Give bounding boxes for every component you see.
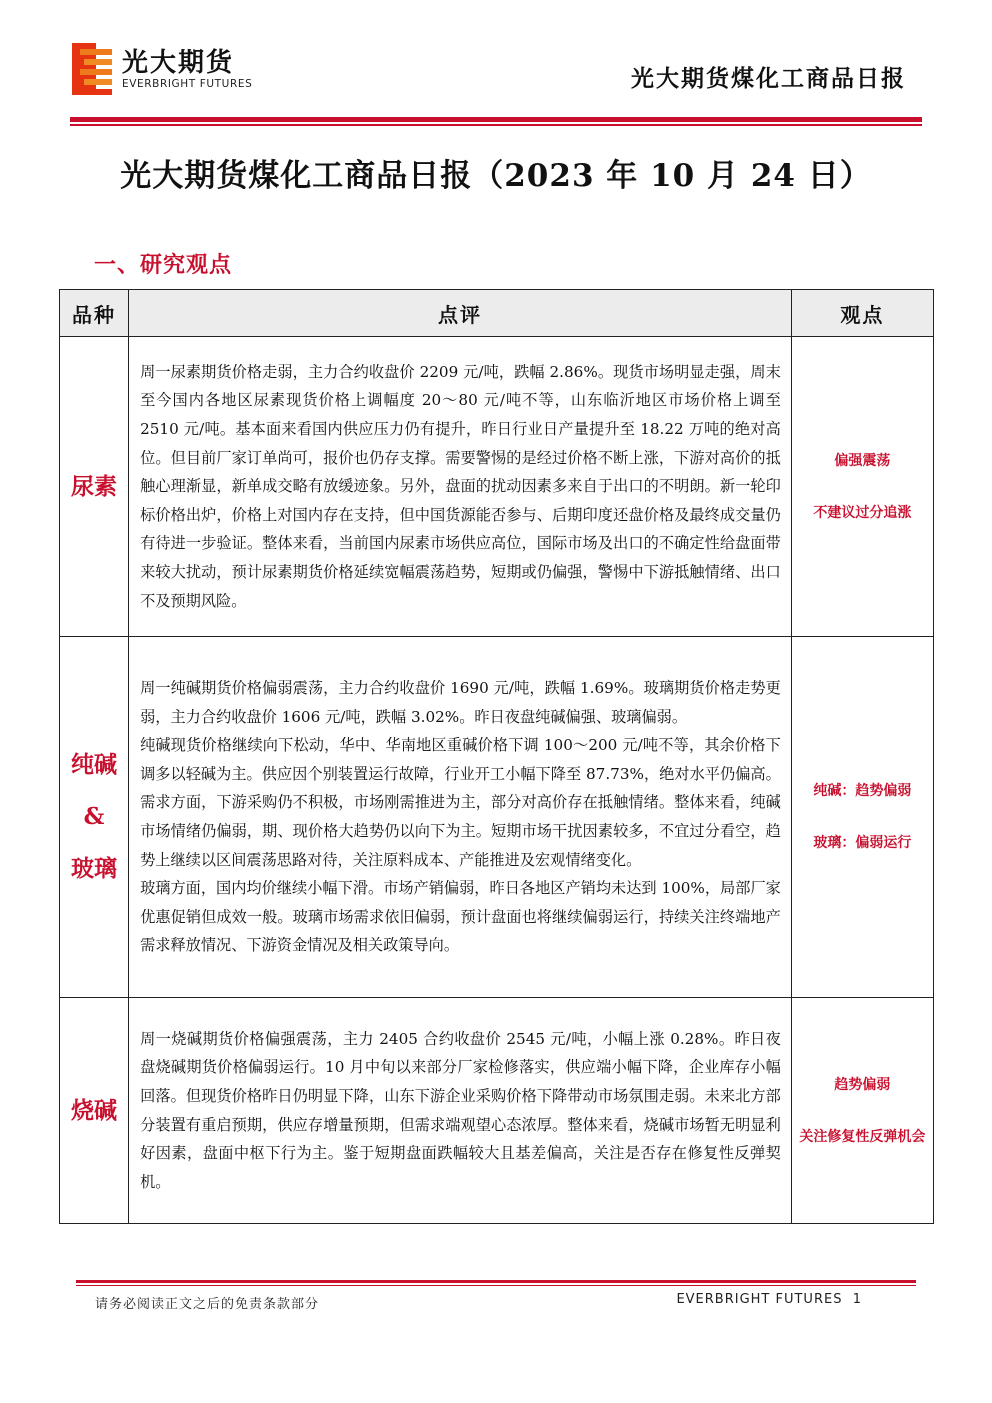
table-row-soda-ash-glass bbox=[60, 637, 934, 998]
header-divider-thin bbox=[70, 124, 922, 126]
page-number: 1 bbox=[852, 1292, 862, 1307]
variety-name: 玻璃 bbox=[71, 855, 118, 882]
header-variety: 品种 bbox=[60, 290, 129, 337]
variety-cell bbox=[60, 637, 129, 998]
view-cell bbox=[791, 637, 933, 998]
logo-english-name: EVERBRIGHT FUTURES bbox=[122, 78, 253, 90]
variety-name: 烧碱 bbox=[71, 1096, 118, 1124]
variety-name: 尿素 bbox=[71, 472, 118, 500]
variety-cell bbox=[60, 998, 129, 1224]
comment-cell bbox=[129, 637, 792, 998]
view-item: 关注修复性反弹机会 bbox=[799, 1128, 926, 1145]
footer-brand bbox=[676, 1292, 862, 1307]
variety-cell bbox=[60, 337, 129, 637]
table-row-urea bbox=[60, 337, 934, 637]
report-header-title: 光大期货煤化工商品日报 bbox=[631, 65, 906, 92]
comment-cell bbox=[129, 337, 792, 637]
variety-name: 纯碱 bbox=[71, 751, 118, 778]
company-logo bbox=[72, 40, 282, 100]
footer-divider-thin bbox=[76, 1285, 916, 1286]
view-item: 偏强震荡 bbox=[834, 452, 891, 469]
view-item: 玻璃：偏弱运行 bbox=[813, 835, 912, 851]
disclaimer-note: 请务必阅读正文之后的免责条款部分 bbox=[95, 1297, 320, 1312]
view-cell bbox=[791, 337, 933, 637]
research-view-table bbox=[59, 289, 934, 1224]
footer-divider bbox=[76, 1280, 916, 1283]
comment-paragraph: 纯碱现货价格继续向下松动，华中、华南地区重碱价格下调 100～200 元/吨不等，其余价格下调多以轻碱为主。供应因个别装置运行故障，行业开工小幅下降至 87.73%，绝对水平仍偏高。需求方面，下游采购仍不积极，市场刚需推进为主，部分对高价存在抵触情绪。整体来看，纯碱市场情绪仍偏弱，期、现价格大趋势仍以向下为主。短期市场干扰因素较多，不宜过分看空，趋势上继续以区间震荡思路对待，关注原料成本、产能推进及宏观情绪变化。 bbox=[140, 736, 781, 869]
header-view: 观点 bbox=[791, 290, 933, 337]
table-row-caustic-soda bbox=[60, 998, 934, 1224]
comment-paragraph: 周一烧碱期货价格偏强震荡，主力 2405 合约收盘价 2545 元/吨，小幅上涨 0.28%。昨日夜盘烧碱期货价格偏弱运行。10 月中旬以来部分厂家检修落实，供应端小幅下降，企业库存小幅回落。但现货价格昨日仍明显下降，山东下游企业采购价格下降带动市场氛围走弱。未来北方部分装置有重启预期，供应存增量预期，但需求端观望心态浓厚。整体来看，烧碱市场暂无明显利好因素，盘面中枢下行为主。鉴于短期盘面跌幅较大且基差偏高，关注是否存在修复性反弹契机。 bbox=[140, 1029, 781, 1191]
comment-paragraph: 玻璃方面，国内均价继续小幅下滑。市场产销偏弱，昨日各地区产销均未达到 100%，局部厂家优惠促销但成效一般。玻璃市场需求依旧偏弱，预计盘面也将继续偏弱运行，持续关注终端地产需求释放情况、下游资金情况及相关政策导向。 bbox=[140, 879, 781, 955]
footer-brand-name: EVERBRIGHT FUTURES bbox=[676, 1292, 843, 1307]
logo-chinese-name: 光大期货 bbox=[122, 48, 235, 78]
comment-cell bbox=[129, 998, 792, 1224]
view-item: 纯碱：趋势偏弱 bbox=[813, 783, 912, 799]
view-item: 不建议过分追涨 bbox=[813, 504, 912, 521]
header-divider bbox=[70, 117, 922, 122]
view-item: 趋势偏弱 bbox=[834, 1076, 891, 1093]
variety-connector: & bbox=[83, 803, 105, 830]
document-title: 光大期货煤化工商品日报（2023 年 10 月 24 日） bbox=[120, 158, 872, 194]
everbright-logo-icon bbox=[72, 43, 112, 95]
section-heading: 一、研究观点 bbox=[94, 252, 233, 278]
header-comment: 点评 bbox=[129, 290, 792, 337]
comment-paragraph: 周一尿素期货价格走弱，主力合约收盘价 2209 元/吨，跌幅 2.86%。现货市场明显走强，周末至今国内各地区尿素现货价格上调幅度 20～80 元/吨不等，山东临沂地区市场价格上调至 2510 元/吨。基本面来看国内供应压力仍有提升，昨日行业日产量提升至 18.22 万吨的绝对高位。但目前厂家订单尚可，报价也仍存支撑。需要警惕的是经过价格不断上涨，下游对高价的抵触心理渐显，新单成交略有放缓迹象。另外，盘面的扰动因素多来自于出口的不明朗。新一轮印标价格出炉，价格上对国内存在支持，但中国货源能否参与、后期印度还盘价格及最终成交量仍有待进一步验证。整体来看，当前国内尿素市场供应高位，国际市场及出口的不确定性给盘面带来较大扰动，预计尿素期货价格延续宽幅震荡趋势，短期或仍偏强，警惕中下游抵触情绪、出口不及预期风险。 bbox=[140, 362, 781, 610]
table-header-row bbox=[60, 290, 934, 337]
comment-paragraph: 周一纯碱期货价格偏弱震荡，主力合约收盘价 1690 元/吨，跌幅 1.69%。玻璃期货价格走势更弱，主力合约收盘价 1606 元/吨，跌幅 3.02%。昨日夜盘纯碱偏强、玻璃偏弱。 bbox=[140, 679, 781, 726]
view-cell bbox=[791, 998, 933, 1224]
